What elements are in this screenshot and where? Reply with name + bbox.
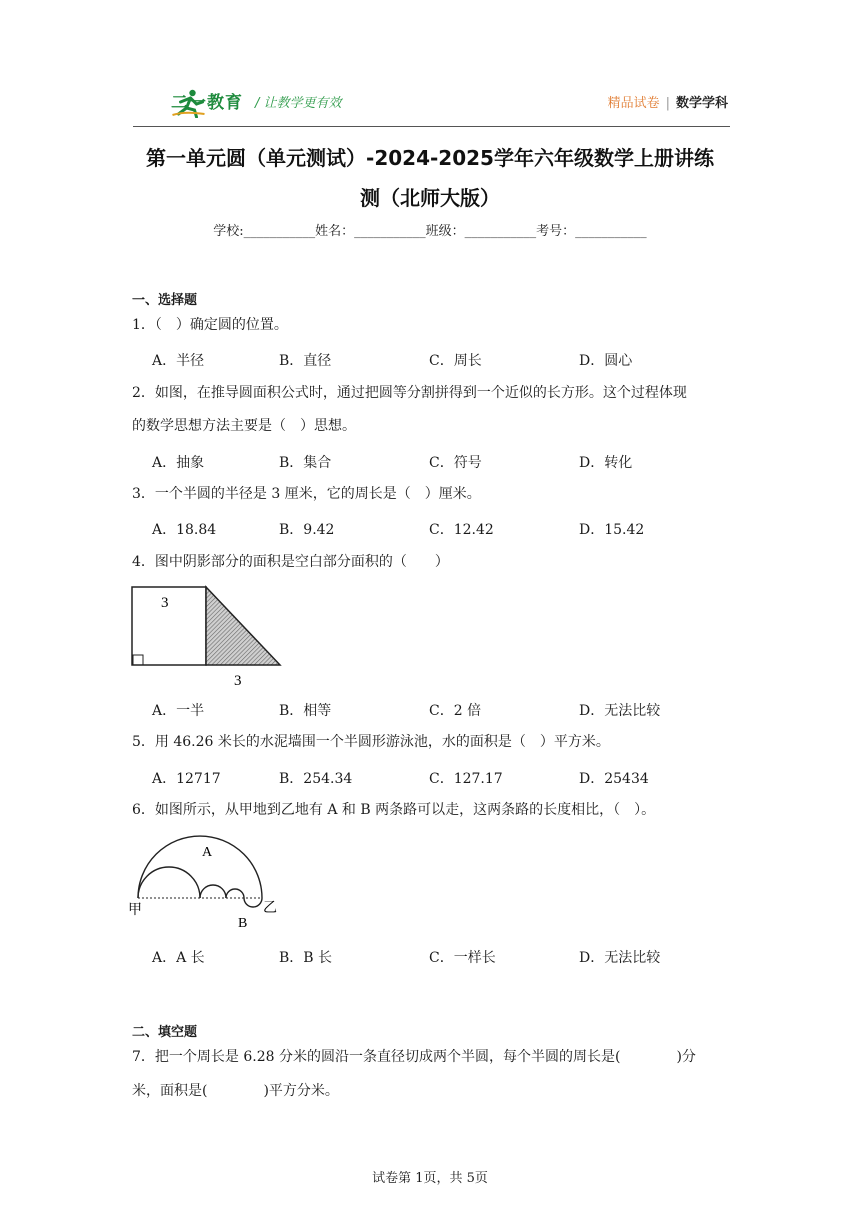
question-2-options: [152, 452, 732, 474]
semicircle-paths-figure: [128, 832, 280, 932]
page-header: [133, 84, 730, 124]
figure-label-top: 3: [161, 595, 169, 611]
page-title-line2: 测（北师大版）: [360, 186, 500, 210]
path-label-a: A: [202, 845, 213, 860]
header-divider: [133, 126, 730, 127]
page-footer: 试卷第 1页，共 5页: [372, 1171, 488, 1186]
option-c: C．周长: [429, 353, 482, 369]
option-d: D．圆心: [579, 353, 633, 369]
question-5-options: [152, 768, 732, 790]
option-c: C．12.42: [429, 522, 494, 538]
option-a: A．18.84: [152, 522, 217, 538]
option-a: A．一半: [152, 703, 205, 719]
option-b: B．集合: [279, 455, 332, 471]
tag-subject: 数学学科: [675, 96, 728, 111]
question-3-options: [152, 519, 732, 541]
option-b: B．直径: [279, 353, 332, 369]
question-2-line2: 的数学思想方法主要是（ ）思想。: [132, 418, 356, 434]
header-separator: |: [665, 96, 670, 111]
question-1-options: [152, 350, 732, 372]
option-c: C．127.17: [429, 771, 503, 787]
option-c: C．一样长: [429, 950, 496, 966]
option-d: D．无法比较: [579, 950, 661, 966]
page-title-line1: 第一单元圆（单元测试）-2024-2025学年六年级数学上册讲练: [146, 146, 714, 170]
option-a: A．12717: [152, 771, 221, 787]
logo-text: 二一教育: [171, 93, 243, 113]
student-info-line: 学校:___________姓名：___________班级：___________考号：___________: [213, 224, 647, 239]
option-b: B．254.34: [279, 771, 353, 787]
question-2-line1: 2．如图，在推导圆面积公式时，通过把圆等分割拼得到一个近似的长方形。这个过程体现: [132, 385, 687, 401]
path-label-b: B: [238, 916, 248, 931]
option-c: C．2 倍: [429, 703, 482, 719]
option-d: D．转化: [579, 455, 633, 471]
question-5: 5．用 46.26 米长的水泥墙围一个半圆形游泳池，水的面积是（ ）平方米。: [132, 734, 610, 750]
question-6: 6．如图所示，从甲地到乙地有 A 和 B 两条路可以走，这两条路的长度相比，（ ）。: [132, 802, 656, 818]
question-7-line2: 米，面积是( )平方分米。: [132, 1083, 339, 1099]
point-label-end: 乙: [263, 900, 277, 916]
question-4-options: [152, 700, 732, 722]
option-d: D．15.42: [579, 522, 645, 538]
figure-label-bottom: 3: [234, 673, 242, 689]
slogan: / 让教学更有效: [255, 96, 342, 111]
option-b: B．9.42: [279, 522, 335, 538]
question-7-line1: 7．把一个周长是 6.28 分米的圆沿一条直径切成两个半圆，每个半圆的周长是( )分: [132, 1049, 696, 1065]
option-b: B．相等: [279, 703, 332, 719]
question-1: 1．（ ）确定圆的位置。: [132, 317, 288, 333]
option-a: A．A 长: [152, 950, 205, 966]
question-4: 4．图中阴影部分的面积是空白部分面积的（ ）: [132, 554, 449, 570]
option-d: D．无法比较: [579, 703, 661, 719]
option-c: C．符号: [429, 455, 482, 471]
option-a: A．抽象: [152, 455, 205, 471]
header-tags: [608, 92, 728, 111]
point-label-start: 甲: [128, 902, 142, 918]
tag-quality: 精品试卷: [607, 96, 660, 111]
section-fill: 二、填空题: [132, 1025, 198, 1040]
square-triangle-figure: [130, 585, 290, 693]
section-choice: 一、选择题: [132, 293, 198, 308]
question-6-options: [152, 947, 732, 969]
option-a: A．半径: [152, 353, 205, 369]
option-d: D．25434: [579, 771, 649, 787]
option-b: B．B 长: [279, 950, 333, 966]
question-3: 3．一个半圆的半径是 3 厘米，它的周长是（ ）厘米。: [132, 486, 481, 502]
